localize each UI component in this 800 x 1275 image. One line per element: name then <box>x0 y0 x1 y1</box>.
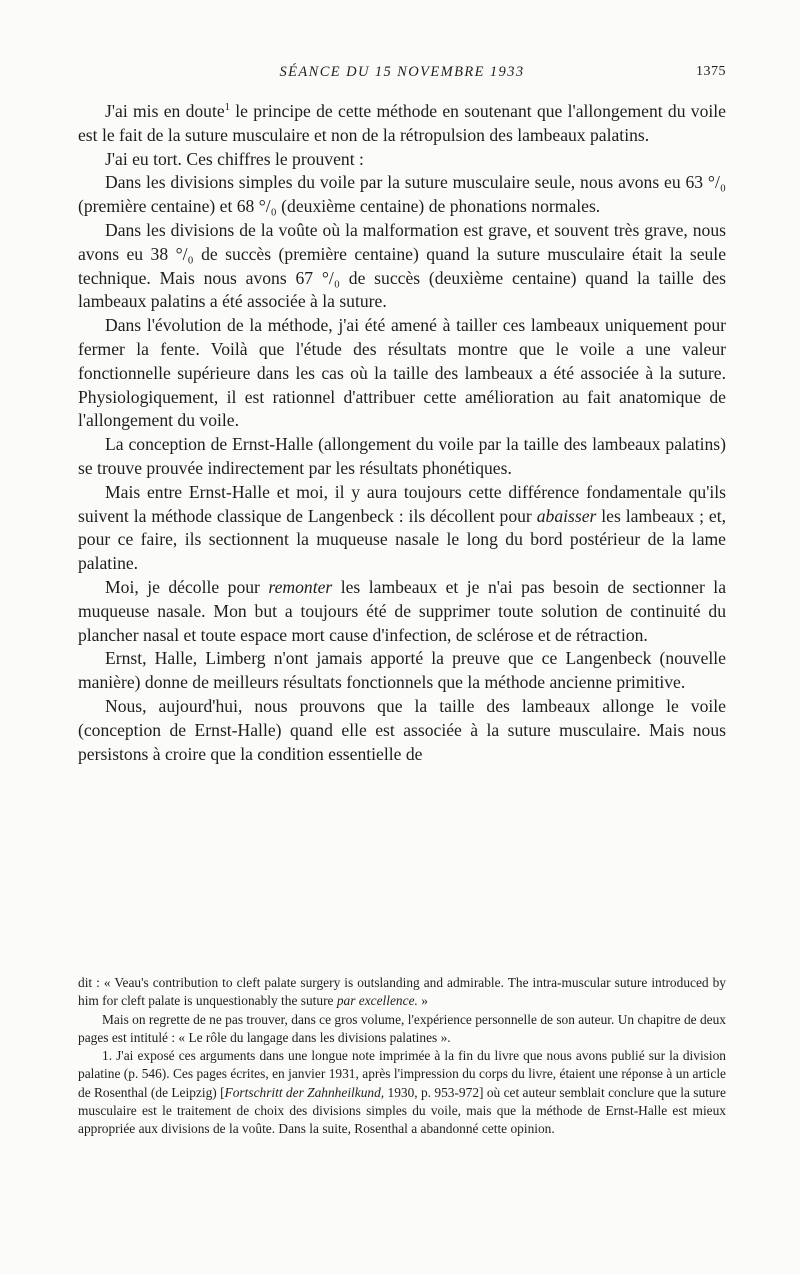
footnote-continuation-end: » <box>417 993 428 1009</box>
running-title: SÉANCE DU 15 NOVEMBRE 1933 <box>279 64 525 80</box>
paragraph-10: Nous, aujourd'hui, nous prouvons que la taille des lambeaux allonge le voile (conception de Ernst-Halle) quand elle est associée à la suture musculaire. Mais nous persistons à croire que la condition essentielle de <box>78 695 726 764</box>
paragraph-2: J'ai eu tort. Ces chiffres le prouvent : <box>105 148 364 169</box>
footnote-1 <box>78 1047 726 1138</box>
emphasis-abaisser: abaisser <box>536 505 597 526</box>
footnote-mark: 1 <box>224 102 230 114</box>
footnote-continuation-start: dit : « Veau's contribution to cleft palate surgery is outslanding and admirable. The intra-muscular suture introduced by him for cleft palate is unquestionably the suture <box>78 975 726 1009</box>
paragraph-9: Ernst, Halle, Limberg n'ont jamais apporté la preuve que ce Langenbeck (nouvelle manière) donne de meilleurs résultats fonctionnels que la méthode ancienne primitive. <box>78 648 726 693</box>
paragraph-1 <box>78 100 726 148</box>
running-head <box>78 64 726 84</box>
emphasis-par-excellence: par excellence. <box>336 993 418 1009</box>
paragraph-4: Dans les divisions de la voûte où la malformation est grave, et souvent très grave, nous avons eu 38 °/₀ de succès (première centaine) quand la suture musculaire était la seule technique. Mais nous avons 67 °/₀ de succès (deuxième centaine) quand la taille des lambeaux palatins a été associée à la suture. <box>78 219 726 312</box>
paragraph-3: Dans les divisions simples du voile par la suture musculaire seule, nous avons eu 63 °/₀ (première centaine) et 68 °/₀ (deuxième centaine) de phonations normales. <box>78 172 726 217</box>
footnote-1-end: 1930, p. 953-972] où cet auteur semblait conclure que la suture musculaire est le traitement de choix des divisions simples du voile, mais que la méthode de Ernst-Halle est mieux appropriée aux divisions de la voûte. Dans la suite, Rosenthal a abandonné cette opinion. <box>78 1084 726 1137</box>
paragraph-7 <box>78 481 726 576</box>
emphasis-remonter: remonter <box>268 576 333 597</box>
body-text <box>78 100 726 766</box>
footnotes <box>78 974 726 1139</box>
paragraph-5: Dans l'évolution de la méthode, j'ai été amené à tailler ces lambeaux uniquement pour fermer la fente. Voilà que l'étude des résultats montre que le voile a une valeur fonctionnelle supérieure dans les cas où la taille des lambeaux a été associée à la suture. Physiologiquement, il est rationnel d'attribuer cette amélioration au fait anatomique de l'allongement du voile. <box>78 315 726 431</box>
paragraph-8 <box>78 576 726 647</box>
footnote-continuation <box>78 974 726 1011</box>
footnote-remark: Mais on regrette de ne pas trouver, dans ce gros volume, l'expérience personnelle de son auteur. Un chapitre de deux pages est intitulé : « Le rôle du langage dans les divisions palatines ». <box>78 1011 726 1045</box>
emphasis-journal-title: Fortschritt der Zahnheilkund, <box>224 1084 385 1100</box>
page-number: 1375 <box>696 64 726 79</box>
paragraph-6: La conception de Ernst-Halle (allongement du voile par la taille des lambeaux palatins) se trouve prouvée indirectement par les résultats phonétiques. <box>78 434 726 478</box>
paragraph-7-start: Mais entre Ernst-Halle et moi, il y aura toujours cette différence fondamentale qu'ils suivent la méthode classique de Langenbeck : ils décollent pour <box>78 481 726 526</box>
paragraph-8-start: Moi, je décolle pour <box>105 576 269 597</box>
document-page <box>78 0 726 1275</box>
paragraph-8-end: les lambeaux et je n'ai pas besoin de sectionner la muqueuse nasale. Mon but a toujours été de supprimer toute solution de continuité du plancher nasal et toute espace mort cause d'infection, de sclérose et de rétraction. <box>78 576 726 645</box>
footnote-1-start: 1. J'ai exposé ces arguments dans une longue note imprimée à la fin du livre que nous avons publié sur la division palatine (p. 546). Ces pages écrites, en janvier 1931, après l'impression du corps du livre, étaient une réponse à un article de Rosenthal (de Leipzig) [ <box>78 1048 726 1100</box>
paragraph-1-end: le principe de cette méthode en soutenant que l'allongement du voile est le fait de la suture musculaire et non de la rétropulsion des lambeaux palatins. <box>78 101 726 145</box>
paragraph-1-start: J'ai mis en doute <box>105 101 225 121</box>
paragraph-7-end: les lambeaux ; et, pour ce faire, ils sectionnent la muqueuse nasale le long du bord postérieur de la lame palatine. <box>78 505 726 574</box>
